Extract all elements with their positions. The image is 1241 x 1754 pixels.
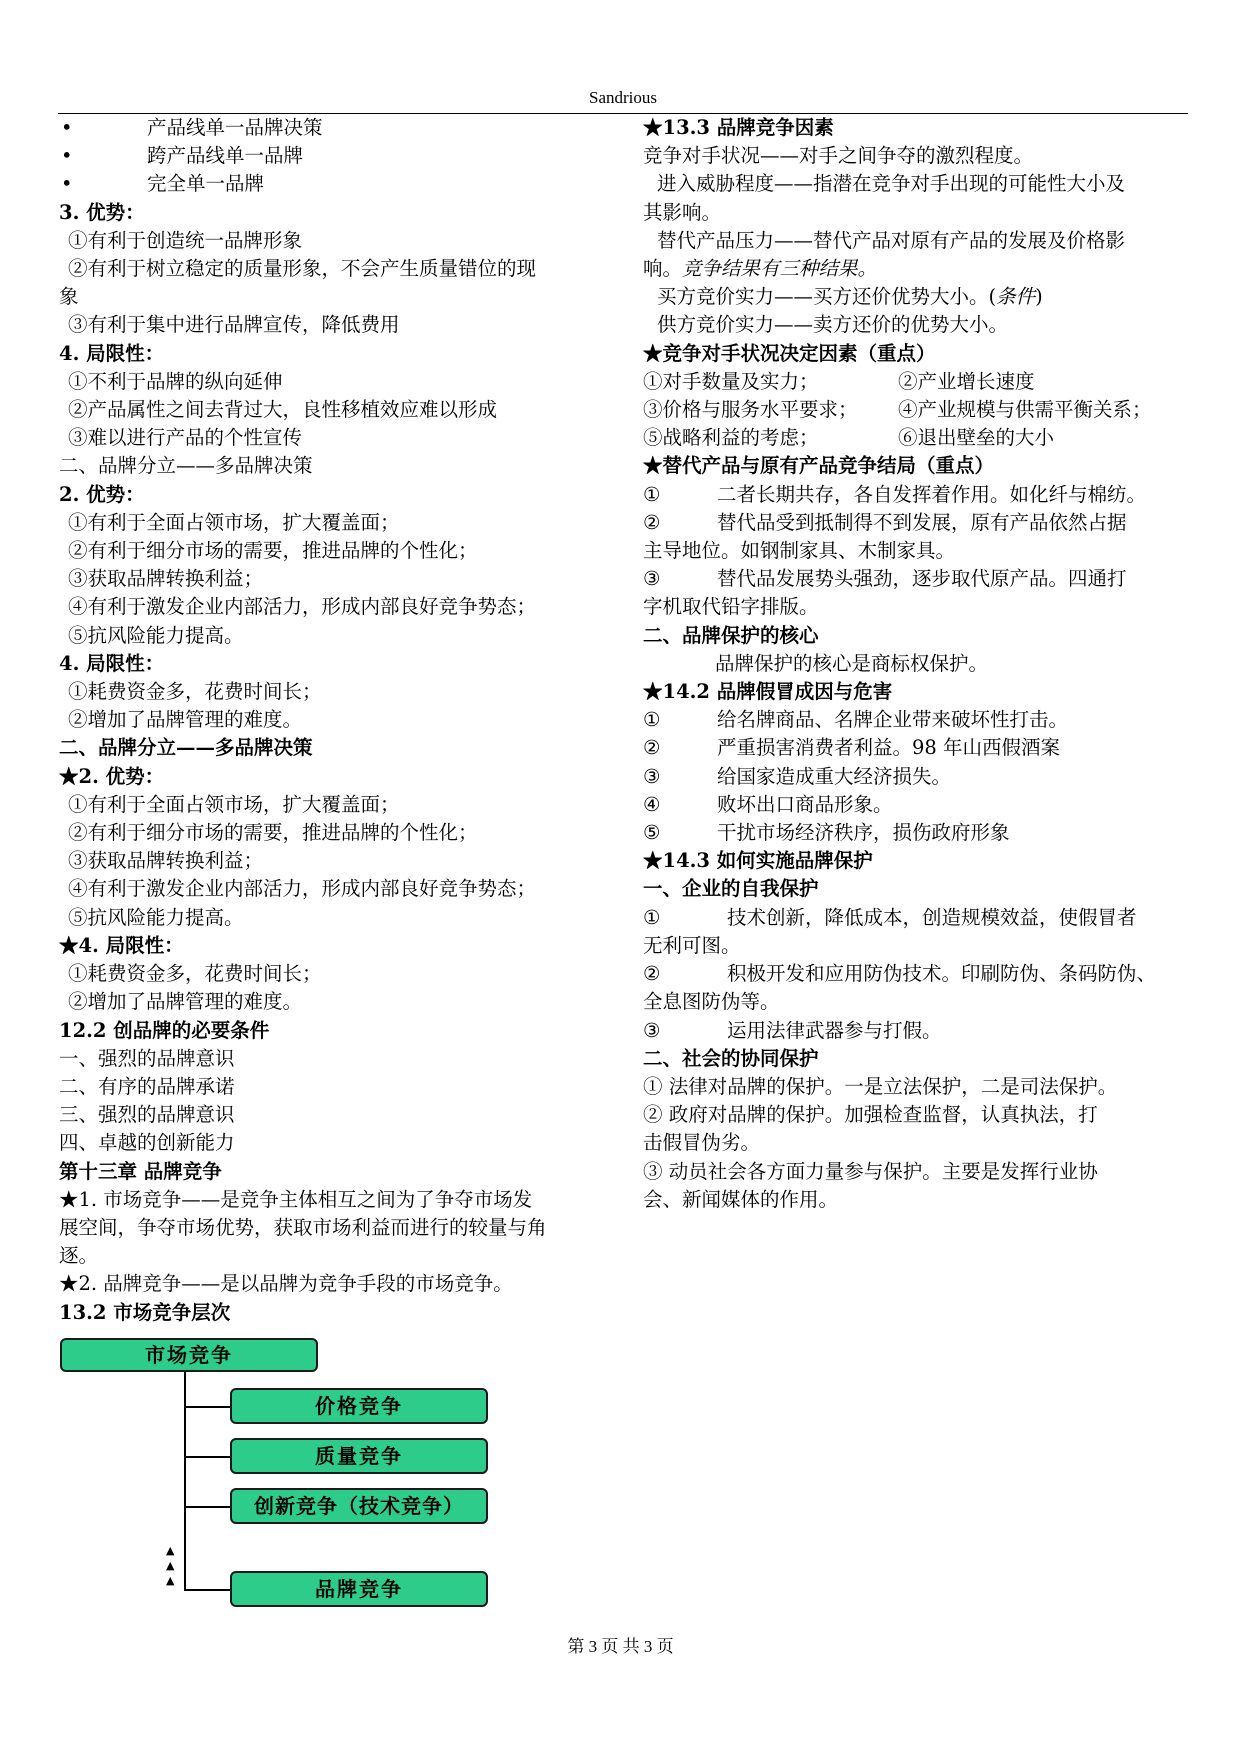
page-header: Sandrious xyxy=(589,88,657,107)
item-number: ④ xyxy=(643,792,661,816)
diagram-child-box: 价格竞争 xyxy=(230,1388,488,1424)
diagram-root-box: 市场竞争 xyxy=(60,1338,318,1372)
text-line: ③获取品牌转换利益； xyxy=(68,567,264,591)
item-text: 替代品受到抵制得不到发展，原有产品依然占据 xyxy=(717,510,1127,534)
text-line: ②有利于细分市场的需要，推进品牌的个性化； xyxy=(68,821,478,845)
bullet-icon: • xyxy=(61,144,73,168)
section-heading: 2. 优势： xyxy=(59,482,145,506)
text-line: ①有利于创造统一品牌形象 xyxy=(68,228,303,252)
numbered-item xyxy=(643,565,1191,593)
diagram-branch-line xyxy=(184,1506,232,1508)
right-column xyxy=(643,114,1191,1214)
item-text: 严重损害消费者利益。98 年山西假酒案 xyxy=(717,736,1061,760)
bullet-text: 跨产品线单一品牌 xyxy=(147,144,304,168)
text-line: ★2. 品牌竞争——是以品牌为竞争手段的市场竞争。 xyxy=(59,1272,513,1296)
item-number: ① xyxy=(643,708,661,732)
numbered-item xyxy=(643,481,1191,509)
numbered-item xyxy=(643,1017,1191,1045)
text-line: ① 法律对品牌的保护。一是立法保护，二是司法保护。 xyxy=(643,1074,1118,1098)
item-text: 替代品发展势头强劲，逐步取代原产品。四通打 xyxy=(717,567,1127,591)
item-text: 二者长期共存，各自发挥着作用。如化纤与棉纺。 xyxy=(717,482,1147,506)
diagram-branch-line xyxy=(184,1589,232,1591)
section-heading: ★2. 优势： xyxy=(59,764,165,788)
numbered-item xyxy=(643,819,1191,847)
text-line: 字机取代铅字排版。 xyxy=(643,595,819,619)
diagram-child-box: 品牌竞争 xyxy=(230,1571,488,1607)
text-line: ⑤抗风险能力提高。 xyxy=(68,623,244,647)
section-heading: ★竞争对手状况决定因素（重点） xyxy=(643,341,936,365)
text-line: ②增加了品牌管理的难度。 xyxy=(68,990,303,1014)
numbered-item xyxy=(643,763,1191,791)
market-competition-diagram xyxy=(60,1338,550,1608)
italic-note: 条件 xyxy=(996,285,1036,309)
bullet-icon: • xyxy=(61,172,73,196)
triangle-marker-icon: ▲ xyxy=(166,1574,175,1587)
text-line xyxy=(643,283,1191,311)
bullet-item xyxy=(59,114,599,142)
text-line: ④有利于激发企业内部活力，形成内部良好竞争势态； xyxy=(68,595,537,619)
text-line: ②有利于细分市场的需要，推进品牌的个性化； xyxy=(68,539,478,563)
diagram-branch-line xyxy=(184,1406,232,1408)
item-number: ③ xyxy=(643,1018,661,1042)
factor-row xyxy=(643,396,1191,424)
factor-item: ④产业规模与供需平衡关系； xyxy=(898,398,1152,422)
text-line: 供方竞价实力——卖方还价的优势大小。 xyxy=(657,313,1009,337)
section-heading: 4. 局限性： xyxy=(59,651,165,675)
section-heading: 3. 优势： xyxy=(59,200,145,224)
left-column xyxy=(59,114,599,1327)
text-line: 二、品牌分立——多品牌决策 xyxy=(59,454,313,478)
section-heading: ★4. 局限性： xyxy=(59,933,184,957)
text-line: 品牌保护的核心是商标权保护。 xyxy=(715,651,989,675)
text-line: ④有利于激发企业内部活力，形成内部良好竞争势态； xyxy=(68,877,537,901)
section-heading: 第十三章 品牌竞争 xyxy=(59,1159,222,1183)
text-line: 二、有序的品牌承诺 xyxy=(59,1074,235,1098)
section-heading: ★替代产品与原有产品竞争结局（重点） xyxy=(643,454,995,478)
item-number: ② xyxy=(643,736,661,760)
bullet-text: 产品线单一品牌决策 xyxy=(147,116,323,139)
item-text: 运用法律武器参与打假。 xyxy=(727,1018,942,1042)
item-text: 给国家造成重大经济损失。 xyxy=(717,764,952,788)
text-line: ①有利于全面占领市场，扩大覆盖面； xyxy=(68,792,400,816)
text-line: ⑤抗风险能力提高。 xyxy=(68,905,244,929)
numbered-item xyxy=(643,509,1191,537)
triangle-marker-icon: ▲ xyxy=(166,1544,175,1557)
factor-item: ⑥退出壁垒的大小 xyxy=(898,426,1055,450)
text-span: ) xyxy=(1035,285,1043,309)
text-line: ①有利于全面占领市场，扩大覆盖面； xyxy=(68,510,400,534)
section-heading: 二、品牌分立——多品牌决策 xyxy=(59,736,313,760)
section-heading: ★13.3 品牌竞争因素 xyxy=(643,116,834,139)
item-number: ③ xyxy=(643,567,661,591)
text-line: ①耗费资金多，花费时间长； xyxy=(68,680,322,704)
diagram-child-box: 创新竞争（技术竞争） xyxy=(230,1488,488,1524)
factor-row xyxy=(643,424,1191,452)
diagram-child-box: 质量竞争 xyxy=(230,1438,488,1474)
text-line: 一、强烈的品牌意识 xyxy=(59,1046,235,1070)
bullet-text: 完全单一品牌 xyxy=(147,172,265,196)
item-number: ③ xyxy=(643,764,661,788)
text-span: 买方竞价实力——买方还价优势大小。( xyxy=(657,285,997,309)
text-line: 四、卓越的创新能力 xyxy=(59,1131,235,1155)
text-line xyxy=(643,255,1191,283)
italic-note: 竞争结果有三种结果。 xyxy=(682,257,878,281)
factor-item: ③价格与服务水平要求； xyxy=(643,398,858,422)
factor-item: ⑤战略利益的考虑； xyxy=(643,426,819,450)
factor-item: ①对手数量及实力； xyxy=(643,369,819,393)
text-line: 竞争对手状况——对手之间争夺的激烈程度。 xyxy=(643,144,1034,168)
numbered-item xyxy=(643,904,1191,932)
factor-row xyxy=(643,368,1191,396)
bullet-item xyxy=(59,170,599,198)
text-line: ①耗费资金多，花费时间长； xyxy=(68,962,322,986)
item-text: 技术创新，降低成本，创造规模效益，使假冒者 xyxy=(727,905,1137,929)
section-heading: 4. 局限性： xyxy=(59,341,165,365)
text-line: 会、新闻媒体的作用。 xyxy=(643,1187,839,1211)
text-line: ③获取品牌转换利益； xyxy=(68,849,264,873)
item-text: 干扰市场经济秩序，损伤政府形象 xyxy=(717,821,1010,845)
text-line: ②产品属性之间去背过大，良性移植效应难以形成 xyxy=(68,398,498,422)
text-line: 击假冒伪劣。 xyxy=(643,1131,761,1155)
page-footer: 第 3 页 共 3 页 xyxy=(567,1637,674,1656)
text-line: 其影响。 xyxy=(643,200,722,224)
numbered-item xyxy=(643,706,1191,734)
numbered-item xyxy=(643,791,1191,819)
item-number: ⑤ xyxy=(643,821,661,845)
diagram-branch-line xyxy=(184,1456,232,1458)
item-number: ① xyxy=(643,905,661,929)
text-line: ②增加了品牌管理的难度。 xyxy=(68,708,303,732)
text-line: 全息图防伪等。 xyxy=(643,990,780,1014)
text-line: 展空间，争夺市场优势，获取市场利益而进行的较量与角 xyxy=(59,1215,547,1239)
item-text: 败坏出口商品形象。 xyxy=(717,792,893,816)
triangle-marker-icon: ▲ xyxy=(166,1559,175,1572)
text-span: 响。 xyxy=(643,257,683,281)
numbered-item xyxy=(643,734,1191,762)
text-line: 无利可图。 xyxy=(643,933,741,957)
section-heading: 二、品牌保护的核心 xyxy=(643,623,819,647)
item-text: 给名牌商品、名牌企业带来破坏性打击。 xyxy=(717,708,1069,732)
text-line: ②有利于树立稳定的质量形象，不会产生质量错位的现 xyxy=(68,257,537,281)
bullet-icon: • xyxy=(61,116,73,139)
text-line: 象 xyxy=(59,285,79,309)
text-line: ★1. 市场竞争——是竞争主体相互之间为了争夺市场发 xyxy=(59,1187,533,1211)
text-line: ①不利于品牌的纵向延伸 xyxy=(68,369,283,393)
diagram-trunk-line xyxy=(184,1372,186,1590)
text-line: 三、强烈的品牌意识 xyxy=(59,1103,235,1127)
text-line: 逐。 xyxy=(59,1244,99,1268)
section-heading: 13.2 市场竞争层次 xyxy=(59,1300,231,1324)
numbered-item xyxy=(643,960,1191,988)
section-heading: 12.2 创品牌的必要条件 xyxy=(59,1018,270,1042)
text-line: 替代产品压力——替代产品对原有产品的发展及价格影 xyxy=(657,228,1126,252)
section-heading: ★14.3 如何实施品牌保护 xyxy=(643,849,873,873)
item-text: 积极开发和应用防伪技术。印刷防伪、条码防伪、 xyxy=(727,962,1157,986)
section-heading: ★14.2 品牌假冒成因与危害 xyxy=(643,680,893,704)
section-heading: 一、企业的自我保护 xyxy=(643,877,819,901)
text-line: 进入威胁程度——指潜在竞争对手出现的可能性大小及 xyxy=(657,172,1126,196)
item-number: ② xyxy=(643,962,661,986)
text-line: 主导地位。如钢制家具、木制家具。 xyxy=(643,539,956,563)
text-line: ③ 动员社会各方面力量参与保护。主要是发挥行业协 xyxy=(643,1159,1098,1183)
factor-item: ②产业增长速度 xyxy=(898,369,1035,393)
item-number: ① xyxy=(643,482,661,506)
bullet-item xyxy=(59,142,599,170)
section-heading: 二、社会的协同保护 xyxy=(643,1046,819,1070)
text-line: ③难以进行产品的个性宣传 xyxy=(68,426,303,450)
text-line: ③有利于集中进行品牌宣传，降低费用 xyxy=(68,313,400,337)
item-number: ② xyxy=(643,510,661,534)
text-line: ② 政府对品牌的保护。加强检查监督，认真执法，打 xyxy=(643,1103,1098,1127)
